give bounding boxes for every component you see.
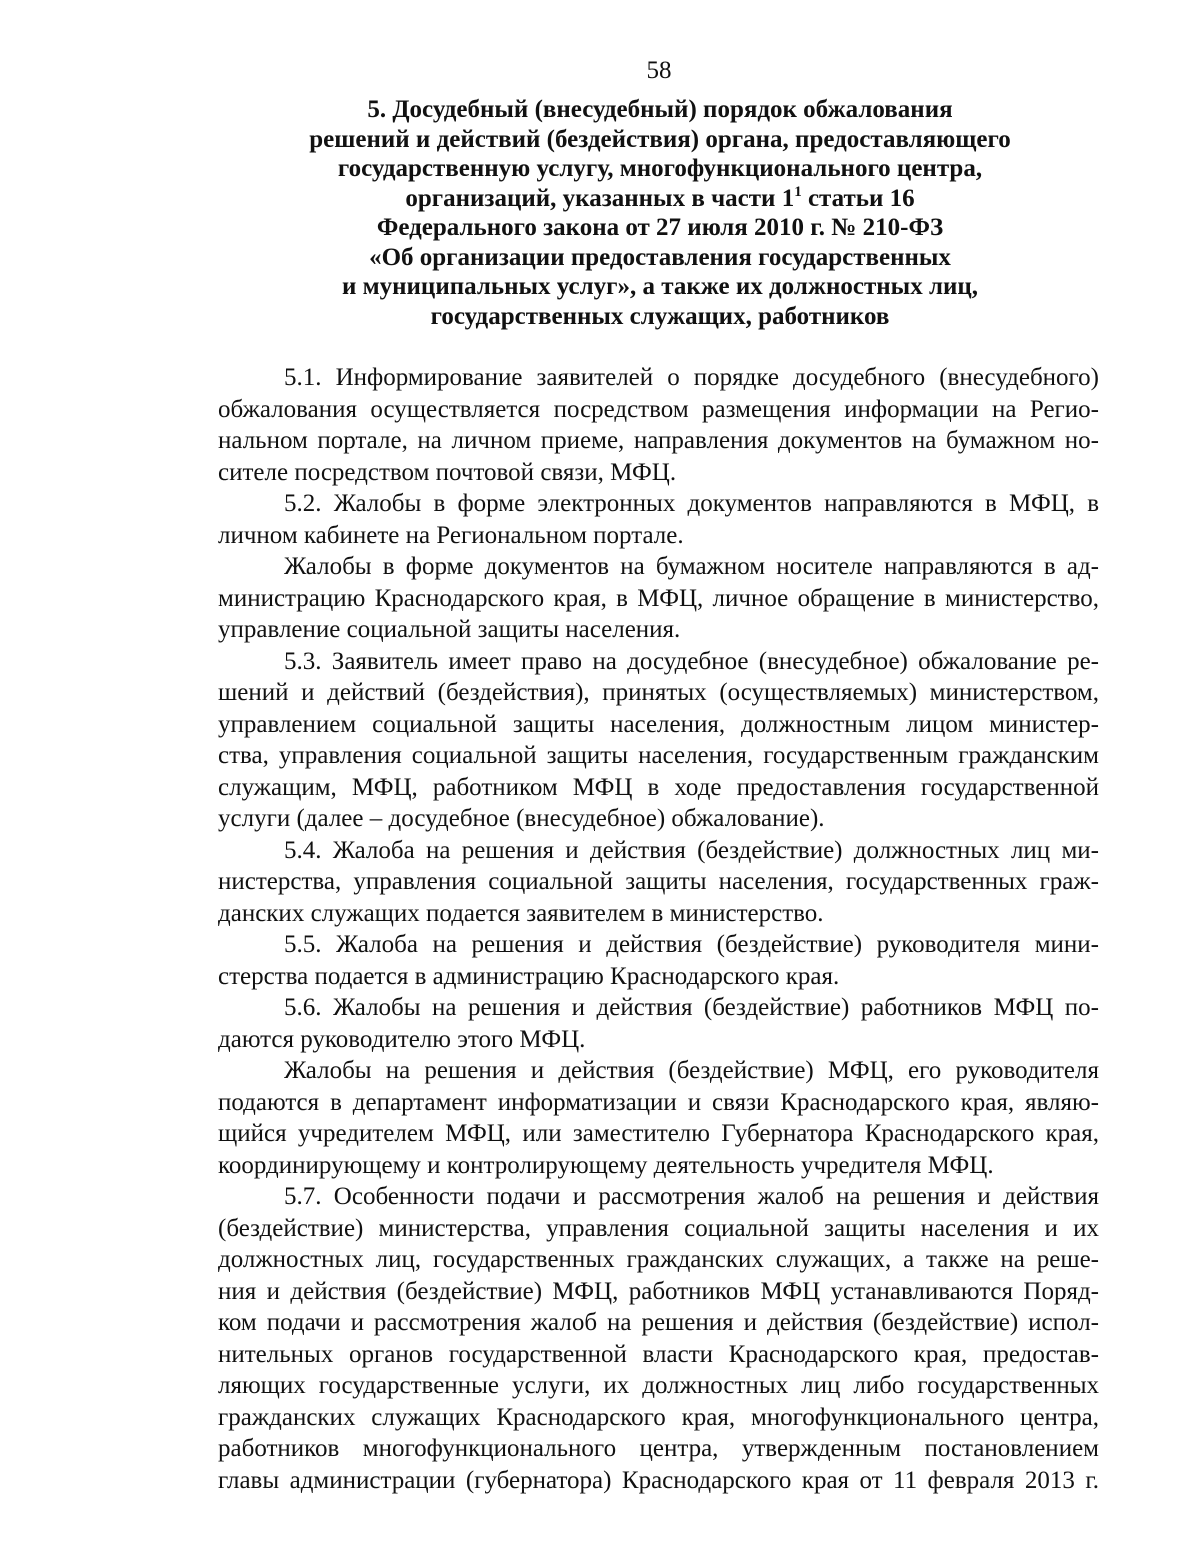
paragraph-line: Жалобы в форме документов на бумажном носителе направляются в ад- — [284, 553, 1099, 580]
paragraph-line: услуги (далее – досудебное (внесудебное) обжалование). — [218, 805, 825, 832]
heading-line: государственных служащих, работников — [430, 302, 890, 330]
heading-line: государственную услугу, многофункционального центра, — [337, 155, 983, 182]
paragraph-line: ляющих государственные услуги, их должностных лиц либо государственных — [218, 1372, 1099, 1399]
paragraph-line: ства, управления социальной защиты населения, государственным гражданским — [218, 742, 1099, 769]
heading-line: и муниципальных услуг», а также их должностных лиц, — [341, 273, 979, 300]
paragraph-line: стерства подается в администрацию Краснодарского края. — [218, 962, 840, 990]
paragraph-line: управлением социальной защиты населения, должностным лицом министер- — [218, 710, 1099, 738]
paragraph-line: координирующему и контролирующему деятельность учредителя МФЦ. — [218, 1151, 994, 1179]
paragraph-line: ком подачи и рассмотрения жалоб на решения и действия (бездействие) испол- — [218, 1309, 1099, 1336]
heading-line: решений и действий (бездействия) органа, предоставляющего — [309, 125, 1011, 153]
paragraph-line: служащим, МФЦ, работником МФЦ в ходе предоставления государственной — [218, 773, 1099, 801]
paragraph-line: подаются в департамент информатизации и связи Краснодарского края, являю- — [218, 1088, 1099, 1116]
paragraph-line: данских служащих подается заявителем в министерство. — [218, 899, 824, 927]
paragraph-line: 5.1. Информирование заявителей о порядке досудебного (внесудебного) — [284, 364, 1099, 391]
paragraph-line: шений и действий (бездействия), принятых (осуществляемых) министерством, — [218, 679, 1099, 706]
paragraph-line: управление социальной защиты населения. — [218, 616, 681, 643]
section-heading — [260, 95, 1060, 331]
paragraph-line: 5.7. Особенности подачи и рассмотрения жалоб на решения и действия — [284, 1183, 1099, 1210]
body-text — [218, 362, 1099, 1496]
heading-line-text: организаций, указанных в части 1 — [405, 184, 795, 212]
heading-line: Федерального закона от 27 июля 2010 г. № 210-ФЗ — [376, 214, 944, 241]
paragraph-line: Жалобы на решения и действия (бездействие) МФЦ, его руководителя — [284, 1057, 1099, 1084]
paragraph-line: ния и действия (бездействие) МФЦ, работников МФЦ устанавливаются Поряд- — [218, 1277, 1099, 1305]
paragraph-line: нительных органов государственной власти Краснодарского края, предостав- — [218, 1340, 1099, 1368]
page-number: 58 — [646, 57, 672, 84]
heading-line: «Об организации предоставления государственных — [369, 243, 951, 271]
paragraph-line: нистерства, управления социальной защиты населения, государственных граж- — [218, 868, 1099, 895]
paragraph-line: личном кабинете на Региональном портале. — [218, 521, 684, 549]
paragraph-line: щийся учредителем МФЦ, или заместителю Губернатора Краснодарского края, — [218, 1120, 1099, 1147]
paragraph-line: министрацию Краснодарского края, в МФЦ, личное обращение в министерство, — [218, 584, 1099, 612]
paragraph-line: 5.4. Жалоба на решения и действия (бездействие) должностных лиц ми- — [284, 836, 1099, 864]
paragraph-line: главы администрации (губернатора) Краснодарского края от 11 февраля 2013 г. — [218, 1466, 1099, 1494]
paragraph-line: 5.5. Жалоба на решения и действия (бездействие) руководителя мини- — [284, 931, 1099, 958]
heading-line — [260, 184, 1060, 214]
paragraph-line: (бездействие) министерства, управления социальной защиты населения и их — [218, 1214, 1099, 1242]
paragraph-line: гражданских служащих Краснодарского края, многофункционального центра, — [218, 1403, 1099, 1431]
paragraph-line: 5.3. Заявитель имеет право на досудебное (внесудебное) обжалование ре- — [284, 647, 1099, 675]
paragraph-line: должностных лиц, государственных гражданских служащих, а также на реше- — [218, 1246, 1099, 1273]
paragraph-line: 5.6. Жалобы на решения и действия (бездействие) работников МФЦ по- — [284, 994, 1099, 1021]
paragraph-line: нальном портале, на личном приеме, направления документов на бумажном но- — [218, 427, 1099, 454]
heading-line-text: статьи 16 — [801, 184, 915, 212]
heading-line: 5. Досудебный (внесудебный) порядок обжалования — [367, 96, 953, 123]
paragraph-line: даются руководителю этого МФЦ. — [218, 1025, 586, 1053]
paragraph-line: работников многофункционального центра, утвержденным постановлением — [218, 1435, 1099, 1462]
paragraph-line: 5.2. Жалобы в форме электронных документов направляются в МФЦ, в — [284, 490, 1099, 517]
superscript: 1 — [794, 183, 802, 200]
paragraph-line: сителе посредством почтовой связи, МФЦ. — [218, 458, 677, 486]
paragraph-line: обжалования осуществляется посредством размещения информации на Регио- — [218, 395, 1099, 423]
